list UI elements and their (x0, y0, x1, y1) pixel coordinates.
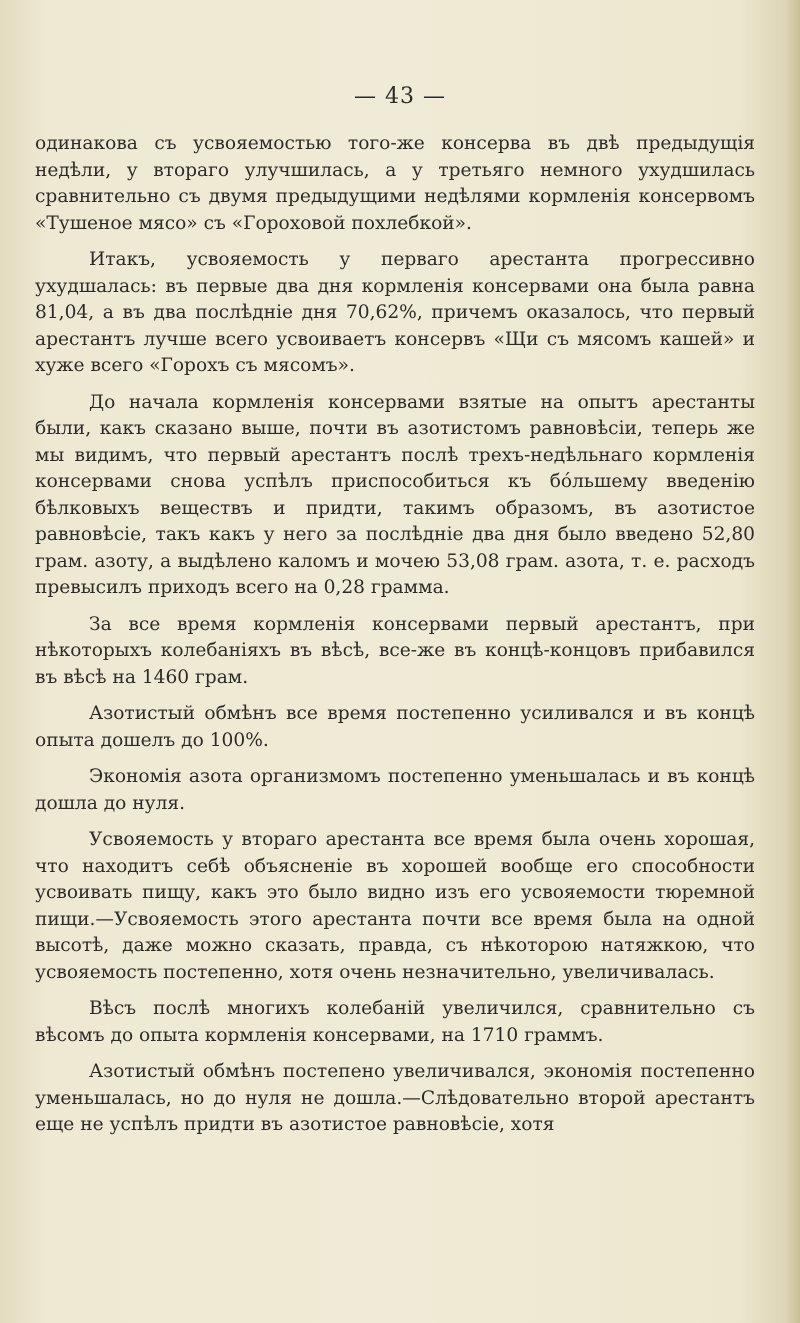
paragraph-9: Азотистый обмѣнъ постепено увеличивался, экономія постепенно уменьшалась, но до нуля не дошла.—Слѣдовательно второй арестантъ еще не успѣлъ придти въ азотистое равновѣсіе, хотя (35, 1061, 755, 1135)
paragraph-1: одинакова съ усвояемостью того-же консерва въ двѣ предыдущія недѣли, у втораго улучшилась, а у третьяго немного ухудшилась сравнительно съ двумя предыдущими недѣлями кормленія консервомъ «Тушеное мясо» съ «Гороховой похлебкой». (35, 133, 755, 234)
paragraph-6: Экономія азота организмомъ постепенно уменьшалась и въ концѣ дошла до нуля. (35, 766, 755, 814)
paragraph-3: До начала кормленія консервами взятые на опытъ арестанты были, какъ сказано выше, почти въ азотистомъ равновѣсіи, теперь же мы видимъ, что первый арестантъ послѣ трехъ-недѣльнаго кормленія консервами снова успѣлъ приспособиться къ бóльшему введенію бѣлковыхъ веществъ и придти, такимъ образомъ, въ азотистое равновѣсіе, такъ какъ у него за послѣдніе два дня было введено 52,80 грам. азоту, а выдѣлено каломъ и мочею 53,08 грам. азота, т. е. расходъ превысилъ приходъ всего на 0,28 грамма. (35, 391, 755, 598)
page-number: — 43 — (354, 84, 446, 109)
paragraph-5: Азотистый обмѣнъ все время постепенно усиливался и въ концѣ опыта дошелъ до 100%. (35, 703, 755, 751)
page-edge-shadow (786, 0, 800, 1323)
paragraph-8: Вѣсъ послѣ многихъ колебаній увеличился, сравнительно съ вѣсомъ до опыта кормленія консервами, на 1710 граммъ. (35, 998, 755, 1046)
paragraph-7: Усвояемость у втораго арестанта все время была очень хорошая, что находитъ себѣ объясненіе въ хорошей вообще его способности усвоивать пищу, какъ это было видно изъ его усвояемости тюремной пищи.—Усвояемость этого арестанта почти все время была на одной высотѣ, даже можно сказать, правда, съ нѣкоторою натяжкою, что усвояемость постепенно, хотя очень незначительно, увеличивалась. (35, 829, 755, 983)
body-text (35, 131, 755, 1149)
paragraph-4: За все время кормленія консервами первый арестантъ, при нѣкоторыхъ колебаніяхъ въ вѣсѣ, все-же въ концѣ-концовъ прибавился въ вѣсѣ на 1460 грам. (35, 613, 755, 688)
paragraph-2: Итакъ, усвояемость у перваго арестанта прогрессивно ухудшалась: въ первые два дня кормленія консервами она была равна 81,04, а въ два послѣдніе дня 70,62%, причемъ оказалось, что первый арестантъ лучше всего усвоиваетъ консервъ «Щи съ мясомъ кашей» и хуже всего «Горохъ съ мясомъ». (35, 249, 755, 376)
